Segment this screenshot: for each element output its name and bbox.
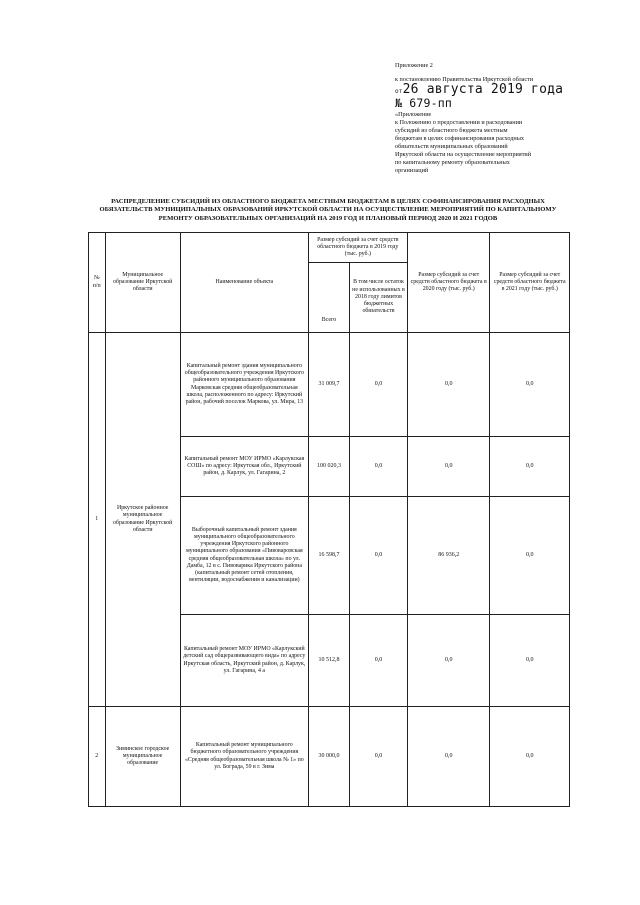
object-name: Капитальный ремонт здания муниципального общеобразовательного учреждения Иркутского районного муниципального образования Марковская средняя общеобразовательная школа, расположенного по адресу: Иркутский район, рабочий поселок Маркова, ул. Мира, 13 xyxy=(180,333,308,437)
value-total: 100 020,3 xyxy=(308,437,349,497)
object-name: Капитальный ремонт МОУ ИРМО «Карлукская СОШ» по адресу: Иркутская обл., Иркутский район, д. Карлук, ул. Гагарина, 2 xyxy=(180,437,308,497)
header-row xyxy=(89,233,570,263)
value-remainder: 0,0 xyxy=(350,707,408,807)
row-municipality: Зиминское городское муниципальное образование xyxy=(105,707,180,807)
object-name: Капитальный ремонт МОУ ИРМО «Карлукский детский сад общеразвивающего вида» по адресу Иркутская область, Иркутский район, д. Карлук, ул. Гагарина, 4 а xyxy=(180,615,308,707)
title-line: РЕМОНТУ ОБРАЗОВАТЕЛЬНЫХ ОРГАНИЗАЦИЙ НА 2019 ГОД И ПЛАНОВЫЙ ПЕРИОД 2020 И 2021 ГОДОВ xyxy=(158,214,498,222)
value-total: 30 000,0 xyxy=(308,707,349,807)
value-2020: 0,0 xyxy=(407,333,490,437)
value-2020: 0,0 xyxy=(407,707,490,807)
annex-lines xyxy=(395,119,605,175)
value-remainder: 0,0 xyxy=(350,437,408,497)
header-municipality: Муниципальное образование Иркутской области xyxy=(105,233,180,333)
header-subsidy-2020: Размер субсидий за счет средств областного бюджета в 2020 году (тыс. руб.) xyxy=(407,233,490,333)
date-handwritten: 26 августа 2019 года xyxy=(402,82,564,97)
resolution-reference: к постановлению Правительства Иркутской области xyxy=(395,76,534,83)
title-line: ОБЯЗАТЕЛЬСТВ МУНИЦИПАЛЬНЫХ ОБРАЗОВАНИЙ ИРКУТСКОЙ ОБЛАСТИ НА ОСУЩЕСТВЛЕНИЕ МЕРОПРИЯТИЙ ПО КАПИТАЛЬНОМУ xyxy=(99,206,557,214)
value-2021: 0,0 xyxy=(490,333,570,437)
resolution-number: № 679-пп xyxy=(395,96,452,110)
annex-line: обязательств муниципальных образований xyxy=(395,143,508,150)
object-name: Выборочный капитальный ремонт здания муниципального общеобразовательного учреждения Иркутского районного муниципального образования «Пивоваровская средняя общеобразовательная школа» по ул. Дамба, 12 в с. Пивоварика Иркутского района (капитальный ремонт сетей отопления, вентиляции, водоснабжения и канализации) xyxy=(180,497,308,615)
annex-quote: «Приложение xyxy=(395,111,432,118)
row-municipality: Иркутское районное муниципальное образование Иркутской области xyxy=(105,333,180,707)
header-no: № п/п xyxy=(89,233,106,333)
value-remainder: 0,0 xyxy=(350,497,408,615)
date-prefix: от xyxy=(395,88,403,95)
value-2021: 0,0 xyxy=(490,615,570,707)
title-line: РАСПРЕДЕЛЕНИЕ СУБСИДИЙ ИЗ ОБЛАСТНОГО БЮДЖЕТА МЕСТНЫМ БЮДЖЕТАМ В ЦЕЛЯХ СОФИНАНСИРОВАНИЯ РАСХОДНЫХ xyxy=(111,198,545,205)
annex-line: бюджетам в целях софинансирования расходных xyxy=(395,135,524,142)
value-2020: 86 936,2 xyxy=(407,497,490,615)
value-remainder: 0,0 xyxy=(350,615,408,707)
header-object: Наименование объекта xyxy=(180,233,308,333)
annex-line: Иркутской области на осуществление мероприятий xyxy=(395,151,532,158)
value-2020: 0,0 xyxy=(407,615,490,707)
subsidy-table xyxy=(88,232,570,807)
value-2021: 0,0 xyxy=(490,437,570,497)
value-2020: 0,0 xyxy=(407,437,490,497)
header-subsidy-2019: Размер субсидий за счет средств областного бюджета в 2019 году (тыс. руб.) xyxy=(308,233,407,263)
header-subsidy-2021: Размер субсидий за счет средств областного бюджета в 2021 году (тыс. руб.) xyxy=(490,233,570,333)
value-2021: 0,0 xyxy=(490,497,570,615)
row-number: 2 xyxy=(89,707,106,807)
table-row xyxy=(89,333,570,437)
header-remainder: В том числе остаток не использованных в 2018 году лимитов бюджетных обязательств xyxy=(350,263,408,333)
object-name: Капитальный ремонт муниципального бюджетного образовательного учреждения «Средняя общеобразовательная школа № 1» по ул. Бограда, 59 в г. Зима xyxy=(180,707,308,807)
row-number: 1 xyxy=(89,333,106,707)
value-remainder: 0,0 xyxy=(350,333,408,437)
document-header xyxy=(395,62,605,175)
annex-line: по капитальному ремонту образовательных xyxy=(395,159,510,166)
annex-line: организаций xyxy=(395,167,429,174)
value-total: 10 512,8 xyxy=(308,615,349,707)
header-total: Всего xyxy=(308,263,349,333)
appendix-label: Приложение 2 xyxy=(395,62,433,69)
value-2021: 0,0 xyxy=(490,707,570,807)
table-row xyxy=(89,707,570,807)
document-title xyxy=(88,198,568,223)
annex-line: к Положению о предоставлении и расходовании xyxy=(395,119,523,126)
annex-line: субсидий из областного бюджета местным xyxy=(395,127,508,134)
value-total: 31 009,7 xyxy=(308,333,349,437)
value-total: 16 598,7 xyxy=(308,497,349,615)
